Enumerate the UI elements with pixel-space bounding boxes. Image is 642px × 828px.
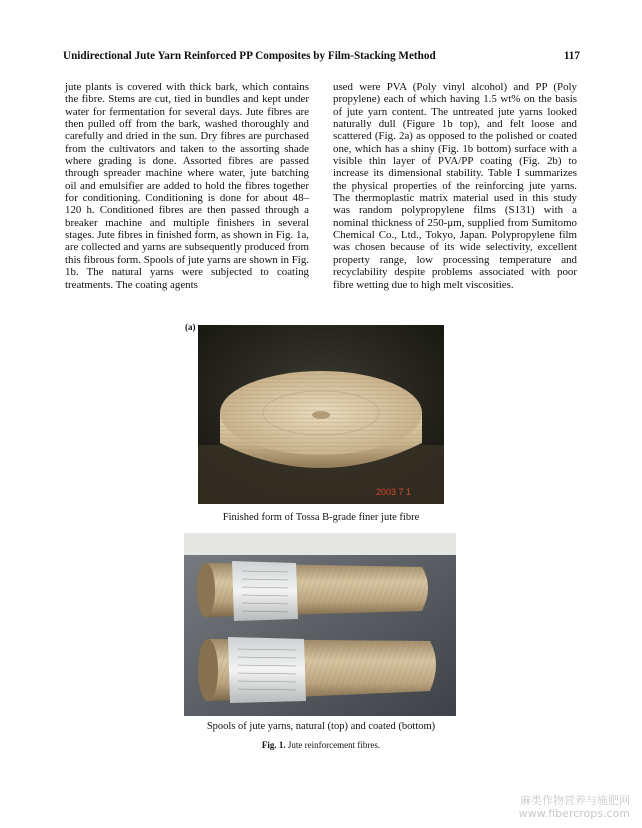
jute-yarn-spools-photo <box>184 533 456 716</box>
figure-title <box>0 740 642 750</box>
journal-article-title: Unidirectional Jute Yarn Reinforced PP Composites by Film-Stacking Method <box>63 50 436 62</box>
page-number: 117 <box>563 50 580 62</box>
body-column-left <box>65 81 309 291</box>
jute-fibre-roll-image <box>198 325 444 504</box>
figure-number: Fig. 1. <box>261 740 286 750</box>
jute-yarn-spools-image <box>184 533 456 716</box>
figure-panel-b-caption: Spools of jute yarns, natural (top) and coated (bottom) <box>206 721 436 732</box>
figure-panel-a-caption: Finished form of Tossa B-grade finer jute fibre <box>222 512 420 523</box>
body-column-right <box>333 81 577 291</box>
watermark-line-2: www.fibercrops.com <box>518 807 630 820</box>
jute-fibre-roll-photo <box>198 325 444 504</box>
site-watermark <box>519 794 630 820</box>
paragraph-right: used were PVA (Poly vinyl alcohol) and PP (Poly propylene) each of which having 1.5 wt% on the basis of jute yarn content. The untreated jute yarns looked naturally dull (Figure 1b top), and felt loose and scattered (Fig. 2a) as opposed to the polished or coated one, which has a shiny (Fig. 1b bottom) surface with a visible thin layer of PVA/PP coating (Fig. 2b) to increase its dimensional stability. Table I summarizes the physical properties of the reinforcing jute yarns. The thermoplastic matrix material used in this study was random polypropylene films (S131) with a nominal thickness of 250-μm, supplied from Sumitomo Chemical Co., Ltd., Tokyo, Japan. Polypropylene film was chosen because of its wide selectivity, excellent property range, low processing temperature and recyclability despite problems associated with poor fibre wetting due to high melt viscosities. <box>333 81 577 291</box>
figure-title-text: Jute reinforcement fibres. <box>287 740 381 750</box>
watermark-line-1: 麻类作物营养与施肥网 <box>520 794 630 807</box>
figure-panel-a-label: (a) <box>185 322 196 332</box>
photo-date-stamp: 2003 7 1 <box>376 487 412 497</box>
running-header <box>63 50 580 62</box>
paragraph-left: jute plants is covered with thick bark, which contains the fibre. Stems are cut, tied in bundles and kept under water for fermentation for several days. Jute fibres are then pulled off from the bark, washed thoroughly and carefully and dried in the sun. Dry fibres are purchased from the cultivators and taken to the assorting shade where grading is done. Assorted fibres are passed through spreader machine where water, jute batching oil and emulsifier are added to hold the fibres together for conditioning. Conditioning is done for about 48–120 h. Conditioned fibres are then passed through a breaker machine and multiple finishers in several stages. Jute fibres in finished form, as shown in Fig. 1a, are collected and yarns are subsequently produced from this fibrous form. Spools of jute yarns are shown in Fig. 1b. The natural yarns were subjected to coating treatments. The coating agents <box>65 81 309 291</box>
